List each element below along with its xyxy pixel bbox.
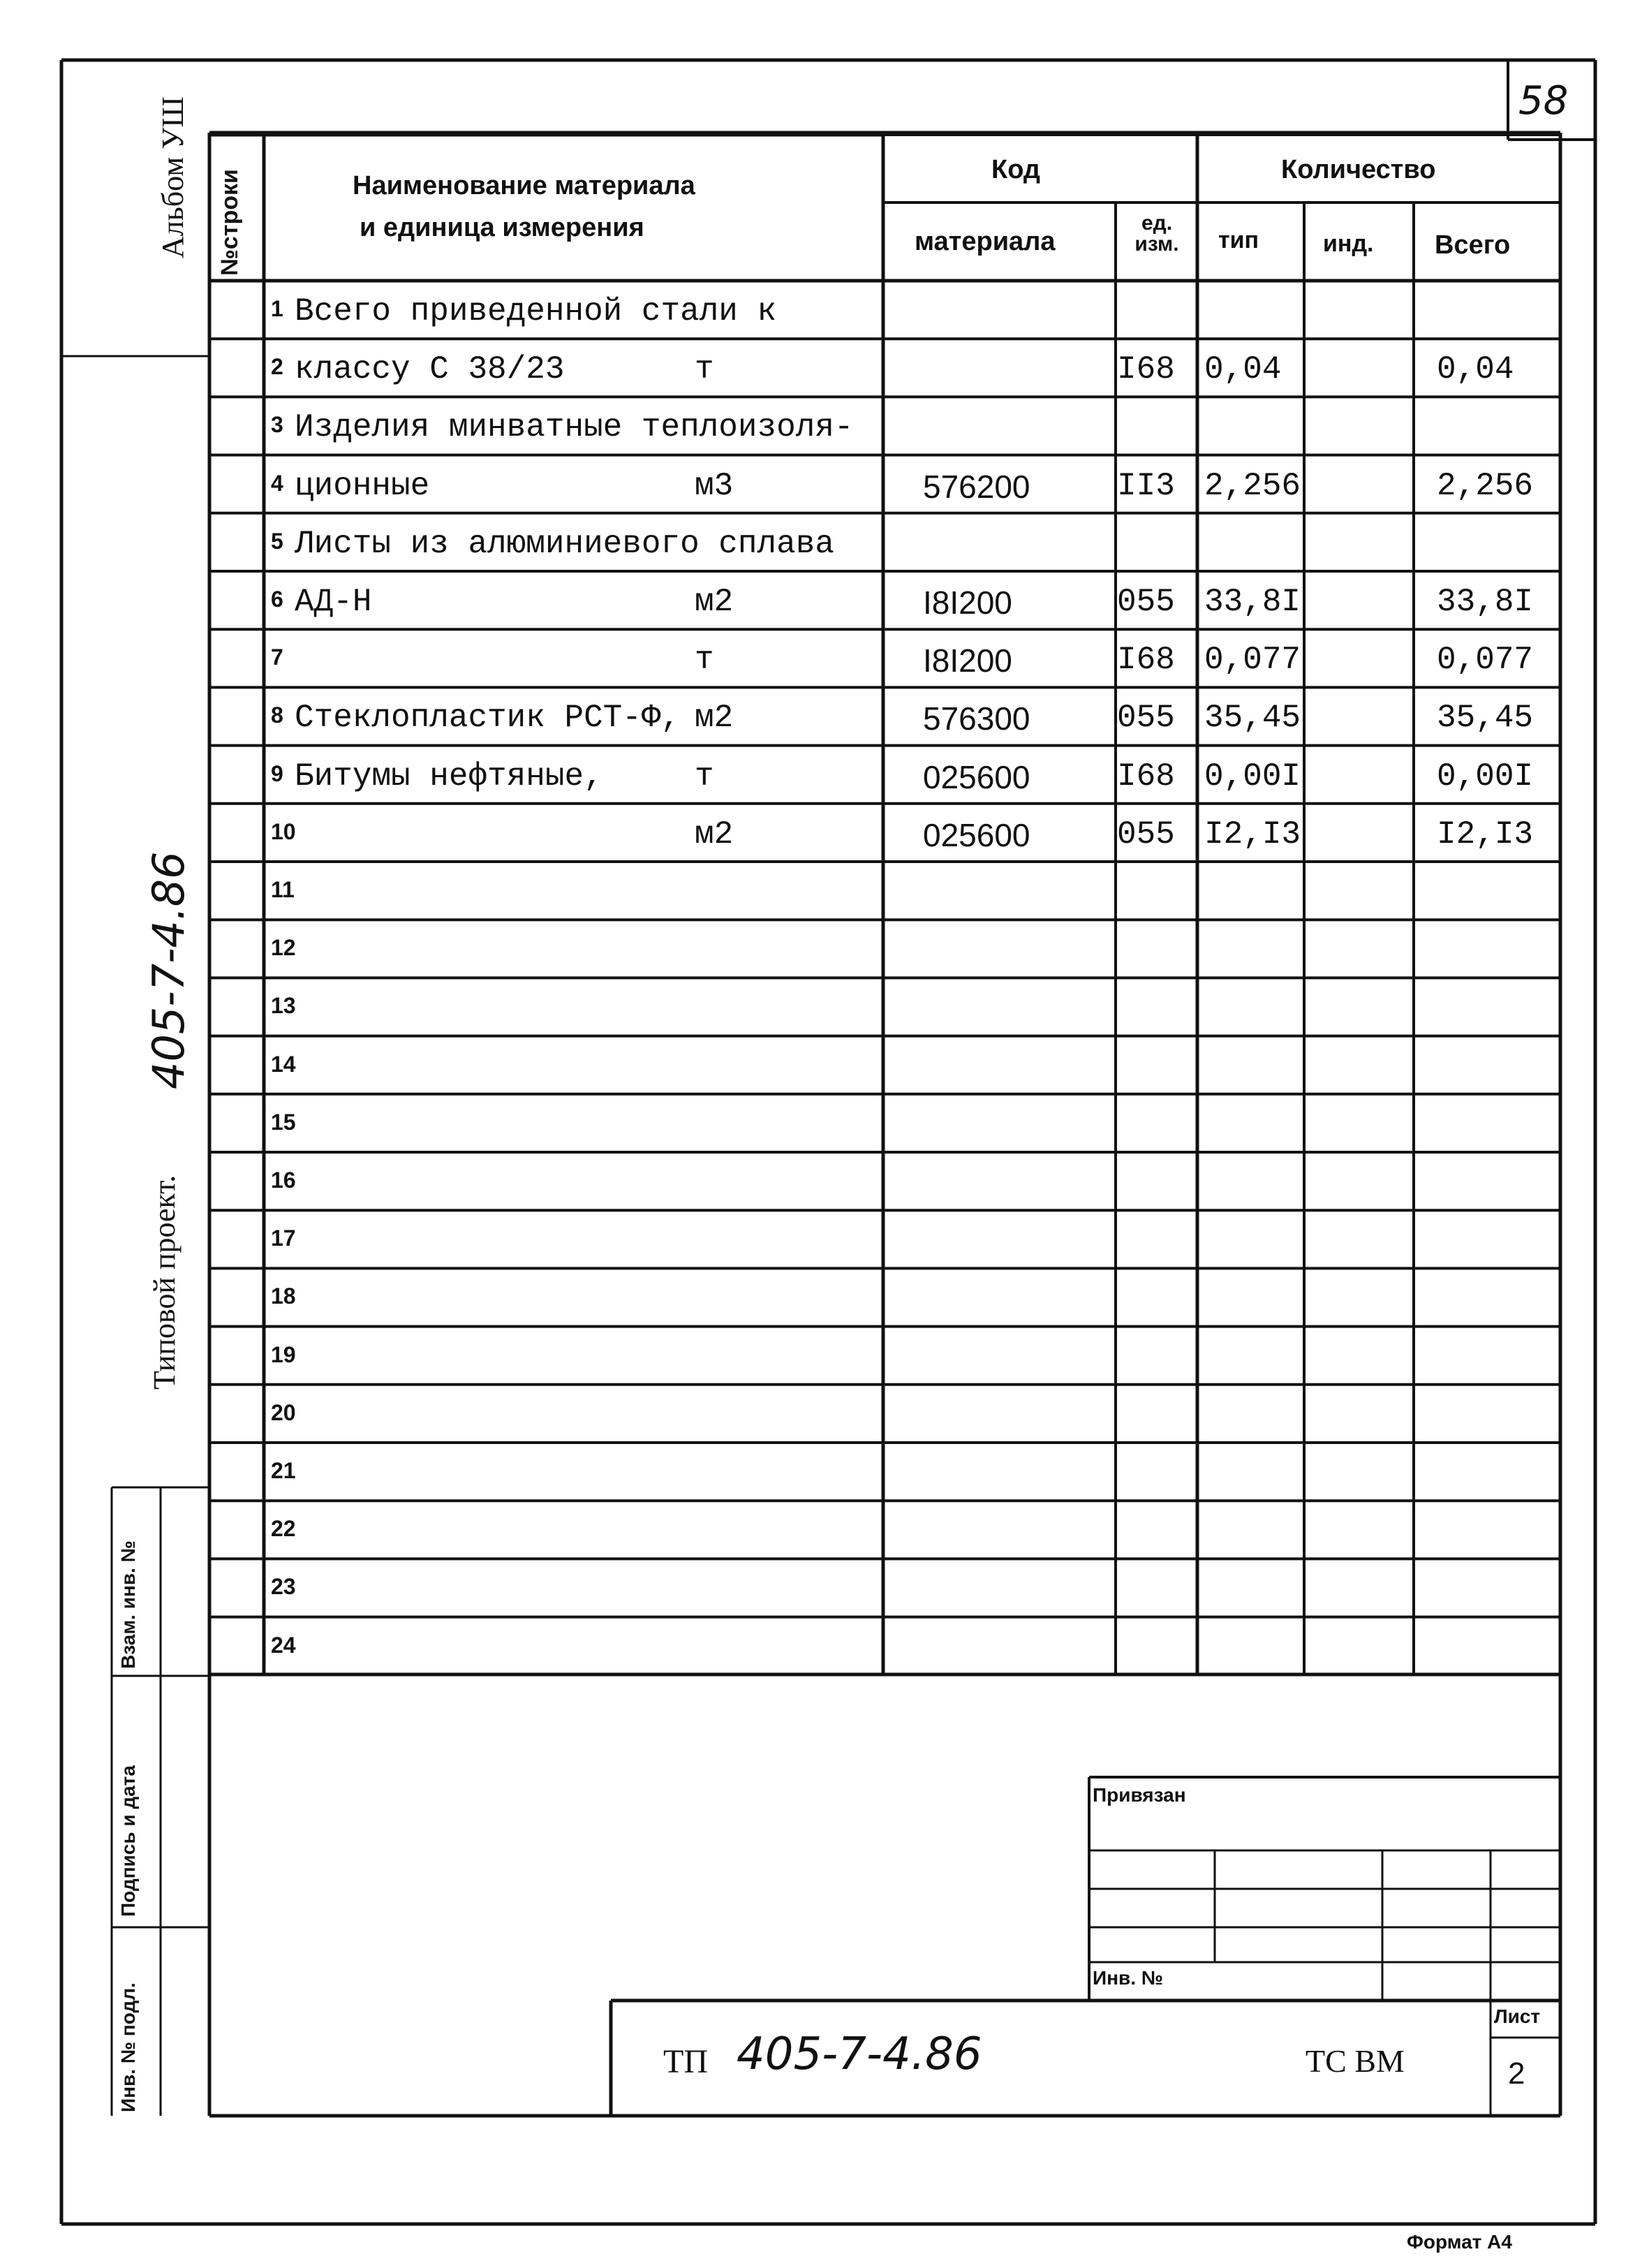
row-number: 6 — [271, 587, 283, 612]
header-qty-type: тип — [1218, 227, 1259, 253]
qty-type: 35,45 — [1204, 700, 1301, 737]
unit-code: I68 — [1117, 758, 1175, 795]
row-number: 11 — [271, 877, 295, 902]
row-number: 15 — [271, 1109, 296, 1135]
row-number: 22 — [271, 1516, 296, 1542]
doc-code: ТС ВМ — [1306, 2043, 1405, 2079]
material-name: Изделия минватные теплоизоля- — [295, 409, 854, 446]
format-label: Формат А4 — [1407, 2231, 1512, 2253]
header-qty-ind: инд. — [1323, 230, 1374, 257]
material-code: 025600 — [923, 758, 1030, 795]
qty-total: 0,00I — [1437, 758, 1534, 795]
qty-total: 0,077 — [1437, 642, 1534, 679]
header-name-line1: Наименование материала — [353, 171, 695, 200]
row-number: 23 — [271, 1574, 296, 1600]
row-number: 17 — [271, 1225, 296, 1251]
unit-code: 055 — [1117, 700, 1175, 737]
material-code: I8I200 — [923, 642, 1012, 679]
row-number: 2 — [271, 354, 283, 380]
unit-code: I68 — [1117, 642, 1175, 679]
qty-type: 33,8I — [1204, 584, 1301, 620]
row-number: 18 — [271, 1283, 296, 1309]
row-number: 3 — [271, 412, 283, 438]
unit: м2 — [695, 584, 734, 620]
unit: т — [695, 642, 714, 679]
qty-total: 0,04 — [1437, 351, 1514, 388]
sheet-value: 2 — [1508, 2056, 1525, 2091]
project-number: 405-7-4.86 — [737, 2028, 982, 2080]
stamp-replacement-inv: Взам. инв. № — [117, 1540, 139, 1669]
row-number: 19 — [271, 1341, 296, 1367]
row-number: 10 — [271, 818, 296, 844]
unit: т — [695, 758, 714, 795]
material-name: АД-Н — [295, 584, 372, 620]
material-name: Всего приведенной стали к — [295, 293, 777, 330]
qty-type: 0,04 — [1204, 351, 1282, 388]
row-number: 13 — [271, 993, 296, 1019]
header-row-number: №строки — [216, 169, 243, 276]
header-quantity: Количество — [1281, 155, 1436, 184]
qty-total: 35,45 — [1437, 700, 1534, 737]
header-code-unit: ед. изм. — [1134, 212, 1179, 256]
row-number: 8 — [271, 702, 283, 728]
material-name: Битумы нефтяные, — [295, 758, 603, 795]
bound-label: Привязан — [1093, 1784, 1186, 1806]
qty-type: 0,00I — [1204, 758, 1301, 795]
material-name: ционные — [295, 467, 430, 504]
material-name: Листы из алюминиевого сплава — [295, 525, 834, 562]
unit-code: I68 — [1117, 351, 1175, 388]
header-code-material: материала — [915, 227, 1056, 256]
header-name-line2: и единица измерения — [360, 213, 644, 242]
row-number: 16 — [271, 1168, 296, 1193]
unit: м2 — [695, 816, 734, 853]
material-name: классу С 38/23 — [295, 351, 565, 388]
row-number: 20 — [271, 1399, 296, 1425]
project-prefix: ТП — [663, 2043, 708, 2080]
stamp-signature-date: Подпись и дата — [117, 1765, 139, 1917]
unit-code: II3 — [1117, 467, 1175, 504]
material-code: 576300 — [923, 700, 1030, 737]
material-code: 576200 — [923, 468, 1030, 505]
row-number: 12 — [271, 935, 296, 961]
album-label: Альбом УШ — [156, 96, 190, 258]
qty-total: I2,I3 — [1437, 816, 1534, 853]
inv-number-label: Инв. № — [1093, 1967, 1164, 1989]
row-number: 7 — [271, 645, 283, 670]
unit: т — [695, 351, 714, 388]
corner-sheet-number: 58 — [1518, 78, 1569, 124]
header-code: Код — [991, 155, 1041, 184]
typical-project-label: Типовой проект. — [147, 1174, 182, 1390]
stamp-original-inv: Инв. № подл. — [117, 1982, 139, 2112]
material-code: 025600 — [923, 816, 1030, 853]
unit: м2 — [695, 700, 734, 737]
qty-total: 2,256 — [1437, 467, 1534, 504]
row-number: 21 — [271, 1458, 296, 1483]
row-number: 5 — [271, 528, 283, 554]
row-number: 24 — [271, 1632, 296, 1658]
unit-code: 055 — [1117, 816, 1175, 853]
qty-total: 33,8I — [1437, 584, 1534, 620]
unit-code: 055 — [1117, 584, 1175, 620]
qty-type: 0,077 — [1204, 642, 1301, 679]
typical-project-number: 405-7-4.86 — [143, 851, 194, 1089]
unit: м3 — [695, 467, 734, 504]
row-number: 14 — [271, 1051, 296, 1077]
row-number: 9 — [271, 760, 283, 786]
row-number: 1 — [271, 296, 283, 321]
qty-type: 2,256 — [1204, 467, 1301, 504]
material-code: I8I200 — [923, 584, 1012, 621]
qty-type: I2,I3 — [1204, 816, 1301, 853]
header-qty-total: Всего — [1435, 230, 1511, 260]
row-number: 4 — [271, 470, 283, 496]
sheet-label: Лист — [1494, 2005, 1541, 2027]
material-name: Стеклопластик РСТ-Ф, — [295, 700, 681, 737]
